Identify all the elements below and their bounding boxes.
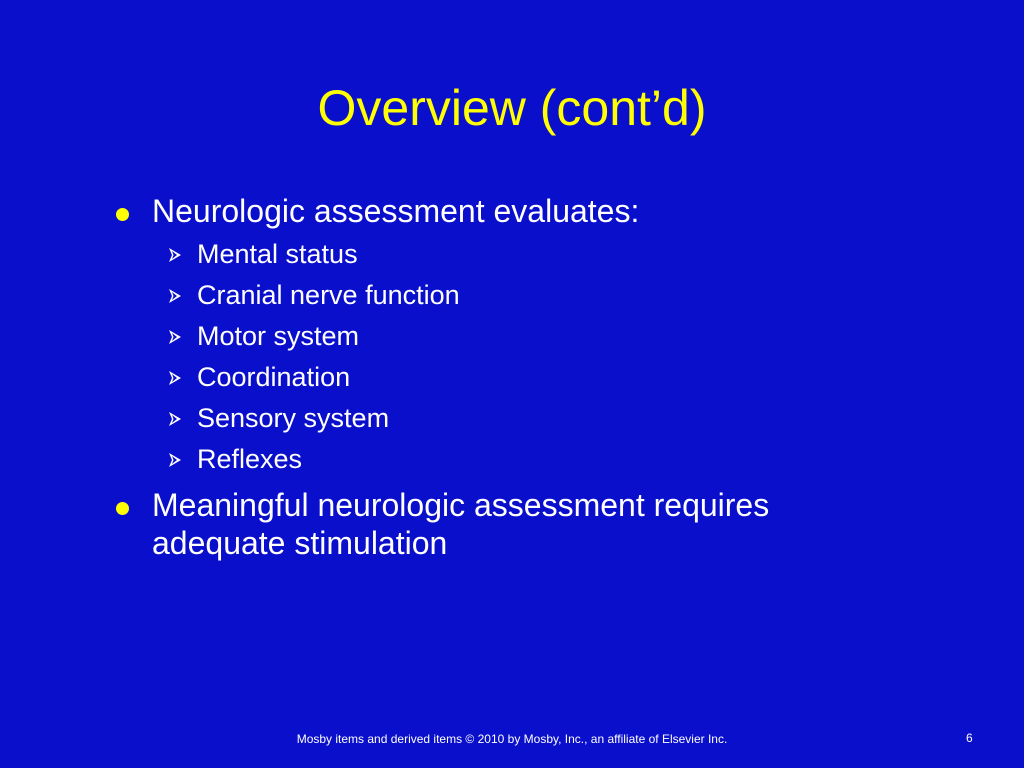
bullet-item [114, 192, 834, 230]
footer-copyright: Mosby items and derived items © 2010 by Mosby, Inc., an affiliate of Elsevier Inc. [296, 732, 728, 746]
arrow-bullet-icon [168, 234, 197, 275]
bullet-item [114, 486, 834, 562]
circle-bullet-icon [114, 486, 152, 524]
bullet-text: Neurologic assessment evaluates: [152, 193, 640, 229]
arrow-bullet-icon [168, 439, 197, 480]
sub-bullet-text: Cranial nerve function [197, 280, 460, 310]
arrow-bullet-icon [168, 275, 197, 316]
arrow-bullet-icon [168, 357, 197, 398]
sub-bullet-item [168, 275, 834, 316]
sub-bullet-text: Coordination [197, 362, 351, 392]
sub-bullet-item [168, 357, 834, 398]
slide-title: Overview (cont’d) [317, 80, 707, 136]
sub-bullet-list [168, 234, 834, 480]
arrow-bullet-icon [168, 316, 197, 357]
circle-bullet-icon [114, 192, 152, 230]
sub-bullet-item [168, 439, 834, 480]
sub-bullet-item [168, 398, 834, 439]
arrow-bullet-icon [168, 398, 197, 439]
sub-bullet-text: Reflexes [197, 444, 303, 474]
slide-content [114, 192, 834, 562]
sub-bullet-text: Sensory system [197, 403, 390, 433]
sub-bullet-item [168, 234, 834, 275]
sub-bullet-item [168, 316, 834, 357]
bullet-text: Meaningful neurologic assessment requires adequate stimulation [152, 487, 770, 561]
sub-bullet-text: Mental status [197, 239, 358, 269]
page-number: 6 [966, 731, 973, 745]
sub-bullet-text: Motor system [197, 321, 360, 351]
